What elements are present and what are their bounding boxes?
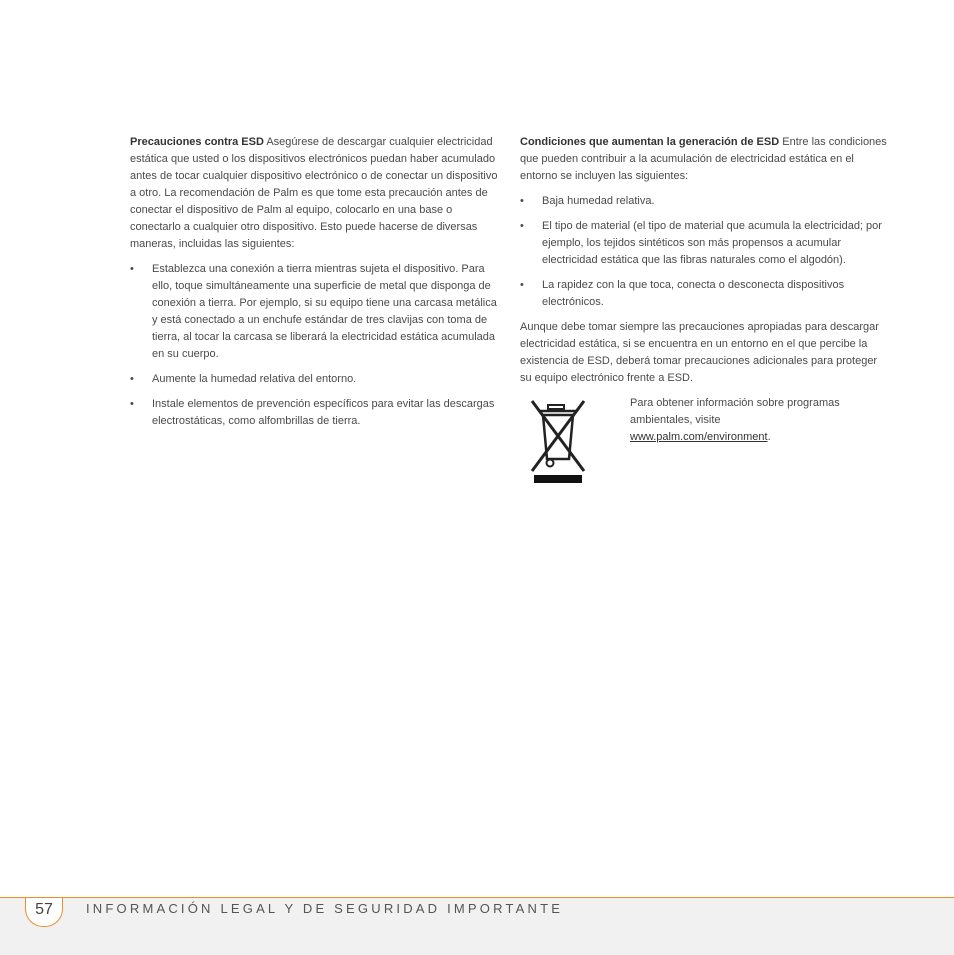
list-item: • Aumente la humedad relativa del entorno. (130, 371, 498, 388)
environment-text-block (630, 395, 890, 446)
closing-paragraph: Aunque debe tomar siempre las precauciones apropiadas para descargar electricidad estática, si se encuentra en un entorno en el que percibe la existencia de ESD, deberá tomar precauciones adicionales para proteger su equipo electrónico frente a ESD. (520, 321, 879, 384)
environment-info (520, 395, 890, 485)
list-item: • Instale elementos de prevención específicos para evitar las descargas electrostáticas, como alfombrillas de tierra. (130, 396, 498, 430)
list-item: • El tipo de material (el tipo de material que acumula la electricidad; por ejemplo, los tejidos sintéticos son más propensos a acumular electricidad estática que las fibras naturales como el algodón). (520, 218, 890, 269)
environment-link[interactable]: www.palm.com/environment (630, 431, 768, 443)
esd-conditions-paragraph (520, 134, 890, 185)
esd-precautions-intro: Asegúrese de descargar cualquier electricidad estática que usted o los dispositivos electrónicos puedan haber acumulado antes de tocar cualquier dispositivo electrónico o de conectar un dispositivo a otro. La recomendación de Palm es que tome esta precaución antes de conectar el dispositivo de Palm al equipo, colocarlo en una base o conectarlo a cualquier otro dispositivo. Esto puede hacerse de diversas maneras, incluidas las siguientes: (130, 136, 498, 250)
page-footer (0, 897, 954, 955)
esd-precautions-paragraph (130, 134, 498, 253)
esd-precautions-heading: Precauciones contra ESD (130, 136, 264, 148)
esd-conditions-intro: Entre las condiciones que pueden contribuir a la acumulación de electricidad estática en el entorno se incluyen las siguientes: (520, 136, 887, 182)
environment-period: . (767, 431, 771, 443)
right-column (520, 134, 890, 485)
left-column (130, 134, 498, 438)
esd-conditions-heading: Condiciones que aumentan la generación de ESD (520, 136, 780, 148)
environment-text: Para obtener información sobre programas ambientales, visite (630, 397, 840, 426)
page-number: 57 (25, 898, 63, 927)
list-item: • Baja humedad relativa. (520, 193, 890, 210)
list-item: • Establezca una conexión a tierra mientras sujeta el dispositivo. Para ello, toque simultáneamente una superficie de metal que disponga de conexión a tierra. Por ejemplo, si su equipo tiene una carcasa metálica y está conectado a un enchufe estándar de tres clavijas con toma de tierra, al tocar la carcasa se liberará la electricidad estática acumulada en su cuerpo. (130, 261, 498, 363)
list-item: • La rapidez con la que toca, conecta o desconecta dispositivos electrónicos. (520, 277, 890, 311)
section-title: INFORMACIÓN LEGAL Y DE SEGURIDAD IMPORTANTE (86, 901, 564, 916)
esd-conditions-list (520, 193, 890, 311)
crossed-out-wheelie-bin-icon (530, 399, 586, 483)
esd-precautions-list (130, 261, 498, 430)
